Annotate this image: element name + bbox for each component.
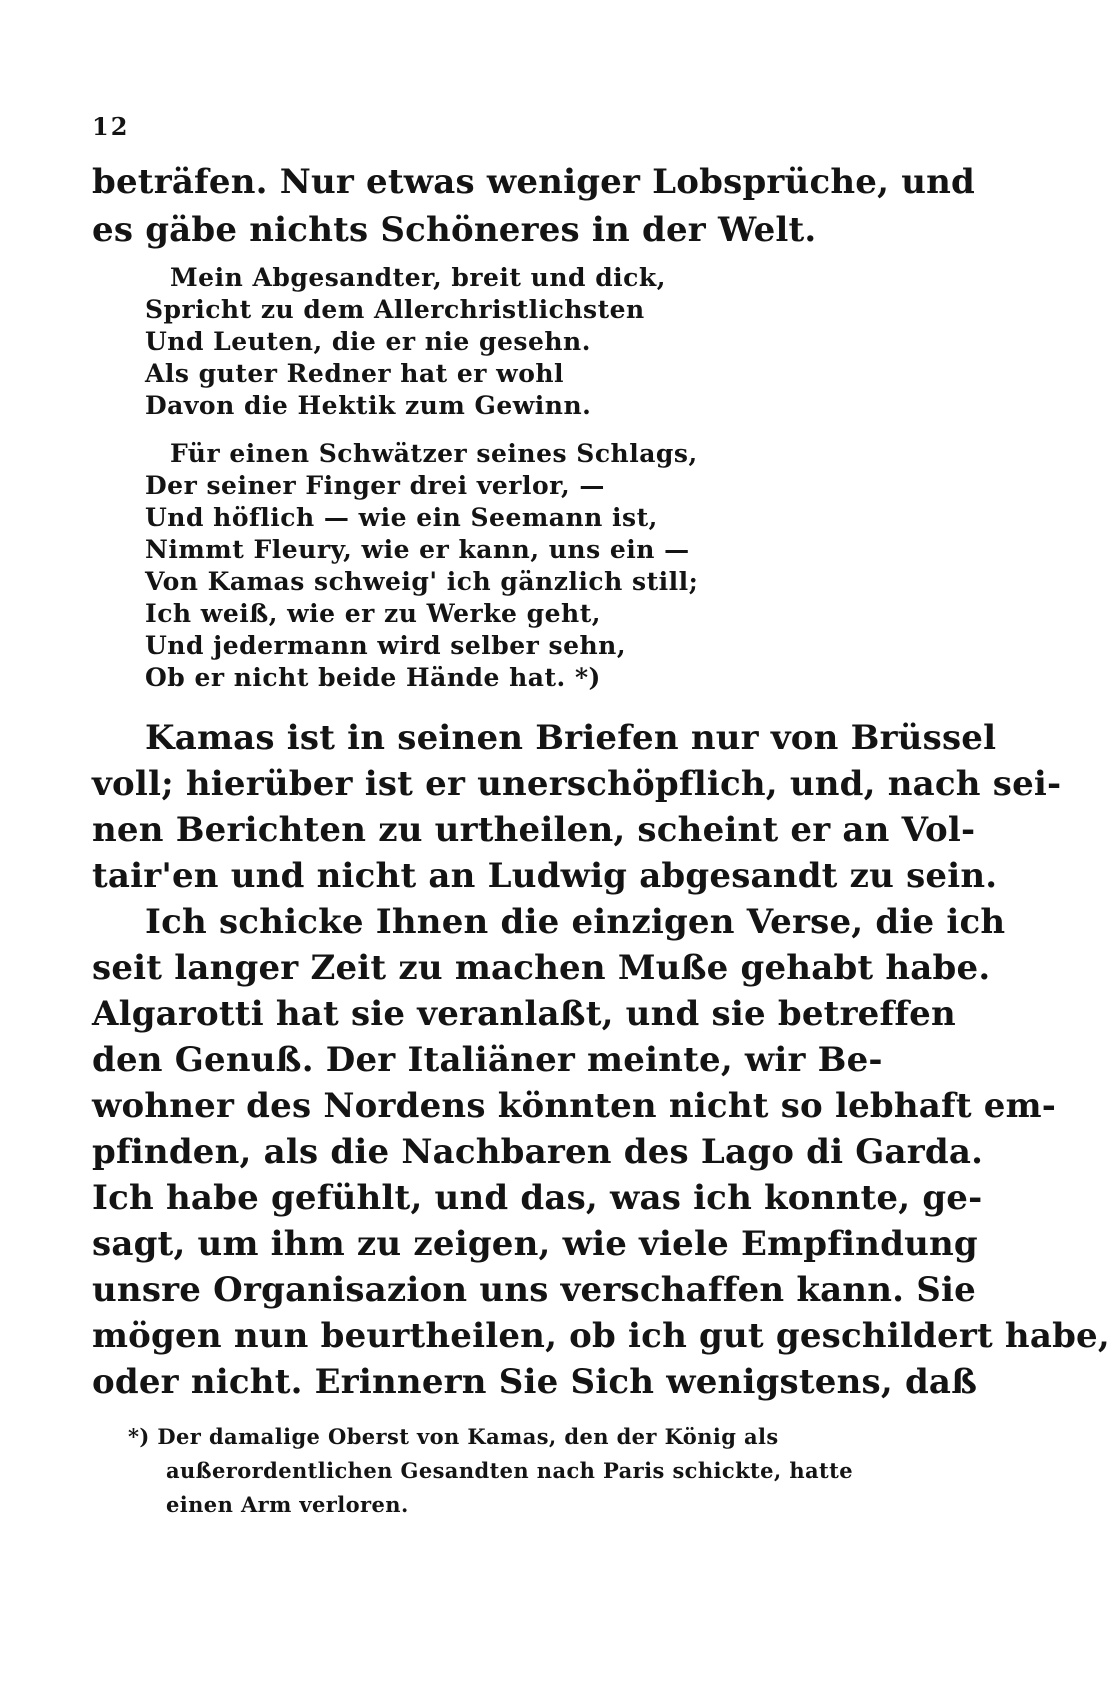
body-line-7: Ich schicke Ihnen die einzigen Verse, die ich bbox=[145, 902, 1006, 942]
verse-line-6: Für einen Schwätzer seines Schlags, bbox=[170, 439, 698, 468]
verse-line-8: Und höflich — wie ein Seemann ist, bbox=[145, 503, 658, 532]
verse-line-12: Und jedermann wird selber sehn, bbox=[145, 631, 627, 660]
body-line-9: Algarotti hat sie veranlaßt, und sie betreffen bbox=[92, 994, 956, 1034]
verse-line-1: Mein Abgesandter, breit und dick, bbox=[170, 263, 666, 292]
body-line-10: den Genuß. Der Italiäner meinte, wir Be- bbox=[92, 1040, 883, 1080]
body-line-13: Ich habe gefühlt, und das, was ich konnte, ge- bbox=[92, 1178, 983, 1218]
verse-line-9: Nimmt Fleury, wie er kann, uns ein — bbox=[145, 535, 690, 564]
verse-line-2: Spricht zu dem Allerchristlichsten bbox=[145, 295, 645, 324]
body-line-15: unsre Organisazion uns verschaffen kann. Sie bbox=[92, 1270, 976, 1310]
body-line-4: voll; hierüber ist er unerschöpflich, und, nach sei- bbox=[92, 764, 1062, 804]
page-number: 12 bbox=[92, 112, 130, 141]
verse-line-7: Der seiner Finger drei verlor, — bbox=[145, 471, 605, 500]
verse-line-13: Ob er nicht beide Hände hat. *) bbox=[145, 663, 601, 692]
body-line-16: mögen nun beurtheilen, ob ich gut geschildert habe, bbox=[92, 1316, 1110, 1356]
body-line-11: wohner des Nordens könnten nicht so lebhaft em- bbox=[92, 1086, 1057, 1126]
body-line-5: nen Berichten zu urtheilen, scheint er an Vol- bbox=[92, 810, 976, 850]
verse-line-11: Ich weiß, wie er zu Werke geht, bbox=[145, 599, 601, 628]
footnote-line-3: einen Arm verloren. bbox=[166, 1492, 409, 1517]
body-line-2: es gäbe nichts Schöneres in der Welt. bbox=[92, 210, 817, 250]
body-line-17: oder nicht. Erinnern Sie Sich wenigstens, daß bbox=[92, 1362, 978, 1402]
body-line-14: sagt, um ihm zu zeigen, wie viele Empfindung bbox=[92, 1224, 978, 1264]
footnote-line-2: außerordentlichen Gesandten nach Paris schickte, hatte bbox=[166, 1458, 853, 1483]
body-line-6: tair'en und nicht an Ludwig abgesandt zu sein. bbox=[92, 856, 998, 896]
body-line-12: pfinden, als die Nachbaren des Lago di Garda. bbox=[92, 1132, 984, 1172]
body-line-1: beträfen. Nur etwas weniger Lobsprüche, und bbox=[92, 162, 976, 202]
body-line-3: Kamas ist in seinen Briefen nur von Brüssel bbox=[145, 718, 997, 758]
verse-line-10: Von Kamas schweig' ich gänzlich still; bbox=[145, 567, 699, 596]
body-line-8: seit langer Zeit zu machen Muße gehabt habe. bbox=[92, 948, 991, 988]
verse-line-5: Davon die Hektik zum Gewinn. bbox=[145, 391, 592, 420]
verse-line-4: Als guter Redner hat er wohl bbox=[145, 359, 565, 388]
verse-line-3: Und Leuten, die er nie gesehn. bbox=[145, 327, 591, 356]
footnote-line-1: *) Der damalige Oberst von Kamas, den der König als bbox=[128, 1424, 779, 1449]
